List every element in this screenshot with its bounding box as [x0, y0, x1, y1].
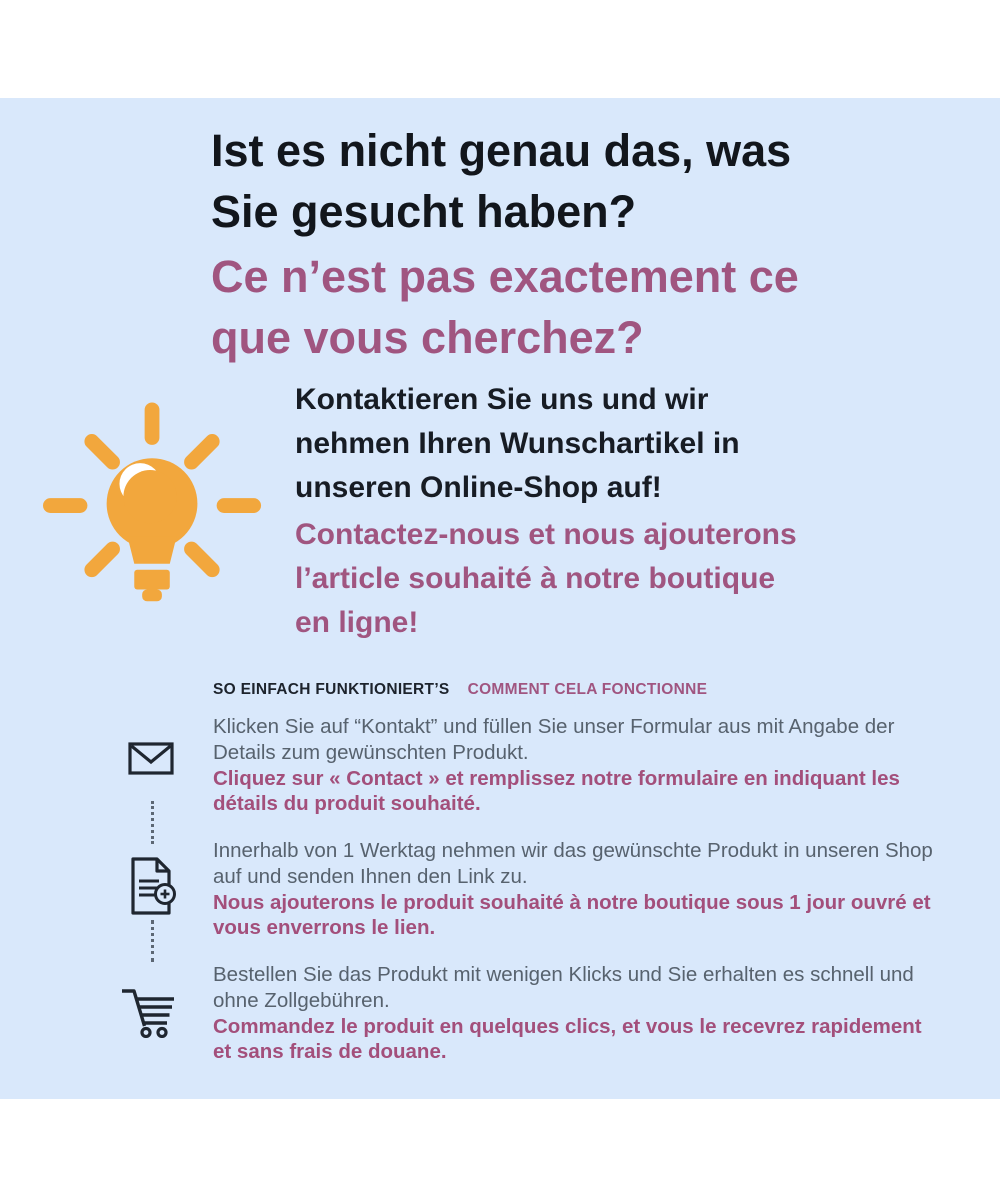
- contact-german-line2: nehmen Ihren Wunschartikel in: [295, 427, 740, 460]
- contact-german-line1: Kontaktieren Sie uns und wir: [295, 383, 709, 416]
- step-3-text-german: Bestellen Sie das Produkt mit wenigen Klicks und Sie erhalten es schnell und ohne Zollgebühren.: [213, 963, 914, 1012]
- how-it-works-header: [213, 681, 707, 699]
- hero-title-french-line2: que vous cherchez?: [211, 312, 644, 363]
- step-3-text-french: Commandez le produit en quelques clics, et vous le recevrez rapidement et sans frais de douane.: [213, 1014, 922, 1064]
- cart-icon: [119, 986, 177, 1038]
- step-2-text-french: Nous ajouterons le produit souhaité à notre boutique sous 1 jour ouvré et vous enverrons le lien.: [213, 890, 931, 940]
- hero-title-german: [211, 120, 799, 242]
- document-plus-icon: [127, 856, 177, 918]
- hero-heading: [211, 120, 799, 368]
- how-it-works-title-german: SO EINFACH FUNKTIONIERT’S: [213, 681, 450, 698]
- hero-title-german-line1: Ist es nicht genau das, was: [211, 125, 792, 176]
- lightbulb-icon: [40, 400, 268, 622]
- contact-message: [295, 378, 895, 645]
- how-it-works-title-french: COMMENT CELA FONCTIONNE: [467, 681, 708, 698]
- contact-message-french: [295, 513, 895, 645]
- step-1: [213, 714, 945, 817]
- envelope-icon: [128, 742, 174, 775]
- dotted-connector-2: [151, 920, 154, 962]
- hero-title-french: [211, 246, 799, 368]
- step-2-text-german: Innerhalb von 1 Werktag nehmen wir das gewünschte Produkt in unseren Shop auf und senden Ihnen den Link zu.: [213, 839, 933, 888]
- contact-message-german: [295, 378, 895, 510]
- contact-french-line1: Contactez-nous et nous ajouterons: [295, 518, 797, 551]
- contact-french-line2: l’article souhaité à notre boutique: [295, 562, 776, 595]
- hero-title-french-line1: Ce n’est pas exactement ce: [211, 251, 799, 302]
- dotted-connector-1: [151, 801, 154, 844]
- contact-french-line3: en ligne!: [295, 606, 419, 639]
- step-1-text-french: Cliquez sur « Contact » et remplissez notre formulaire en indiquant les détails du produit souhaité.: [213, 766, 900, 816]
- contact-german-line3: unseren Online-Shop auf!: [295, 471, 662, 504]
- step-1-text-german: Klicken Sie auf “Kontakt” und füllen Sie unser Formular aus mit Angabe der Details zum gewünschten Produkt.: [213, 715, 895, 764]
- hero-title-german-line2: Sie gesucht haben?: [211, 186, 637, 237]
- step-3: [213, 962, 945, 1065]
- step-2: [213, 838, 945, 941]
